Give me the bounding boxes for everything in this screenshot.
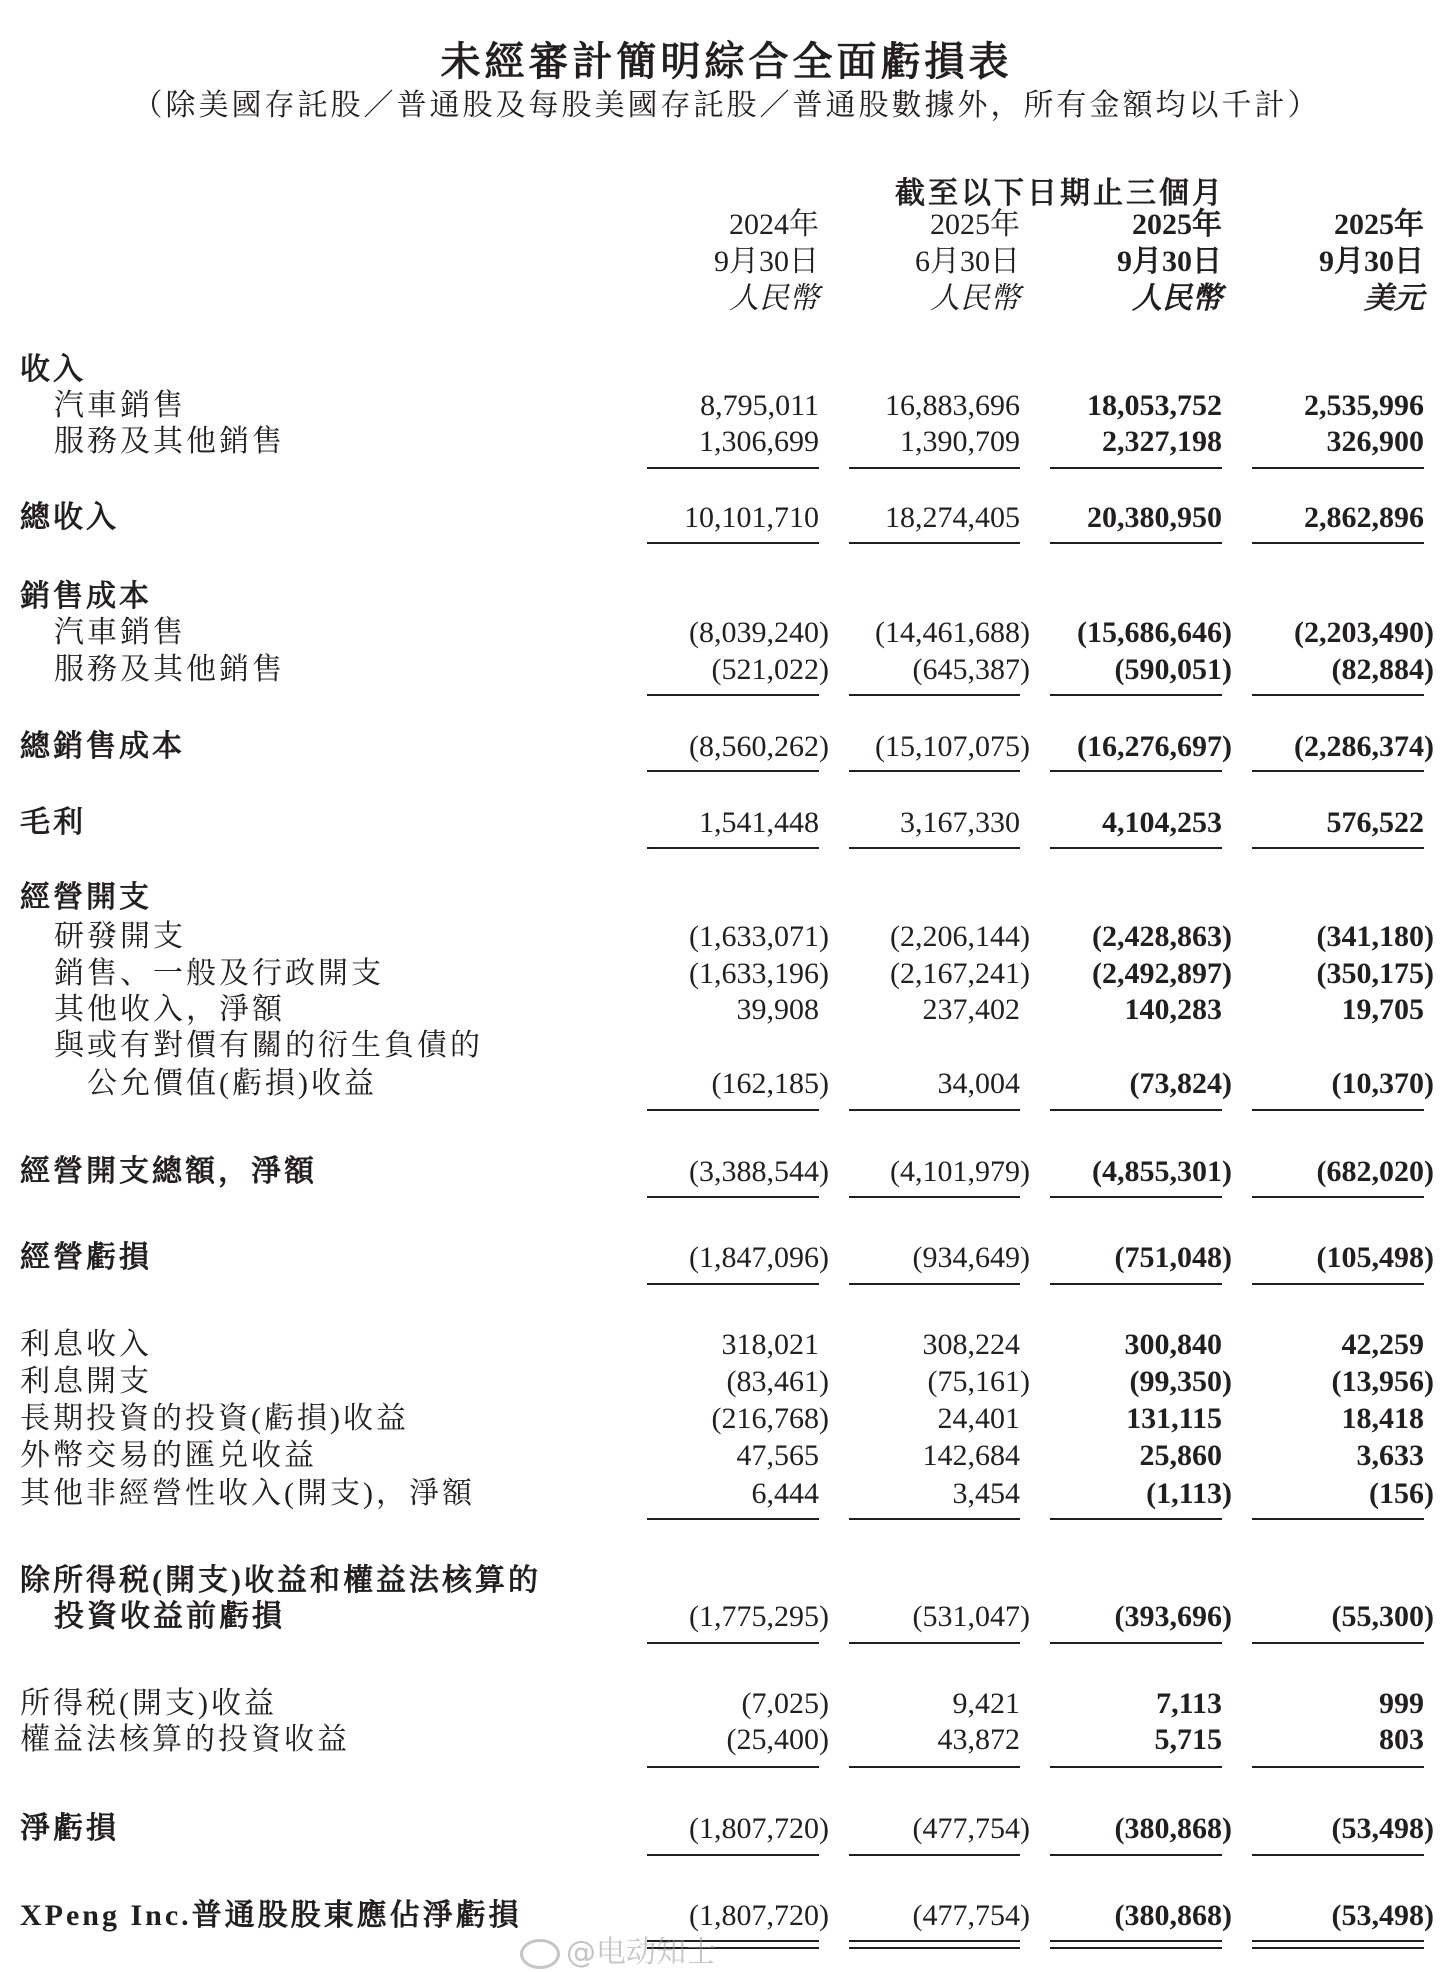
row-label: 權益法核算的投資收益 (20, 1723, 350, 1756)
underline (647, 542, 819, 544)
cell-value: 20,380,950 (1087, 501, 1222, 534)
cell-value: 25,860 (1139, 1439, 1222, 1472)
underline (1252, 847, 1424, 849)
statement-subtitle: （除美國存託股／普通股及每股美國存託股／普通股數據外，所有金額均以千計） (132, 89, 1321, 122)
underline (1252, 467, 1424, 469)
underline (647, 1766, 819, 1768)
cell-value: (8,039,240) (689, 616, 829, 649)
underline (1252, 1854, 1424, 1856)
cell-value: 2,862,896 (1304, 501, 1424, 534)
underline (1050, 1766, 1222, 1768)
row-label: 長期投資的投資(虧損)收益 (20, 1402, 409, 1435)
cell-value: 8,795,011 (700, 389, 819, 422)
table-row (0, 1475, 1453, 1512)
underline (849, 694, 1020, 696)
cell-value: (10,370) (1331, 1067, 1434, 1100)
cell-value: (341,180) (1316, 920, 1434, 953)
cell-value: (7,025) (741, 1687, 829, 1720)
table-row (0, 1027, 1453, 1064)
column-date: 9月30日 (1117, 245, 1222, 278)
cell-value: 24,401 (937, 1402, 1020, 1435)
double-underline (1050, 1947, 1222, 1949)
table-row (0, 578, 1453, 615)
cell-value: (16,276,697) (1077, 730, 1232, 763)
cell-value: 5,715 (1154, 1723, 1222, 1756)
double-underline (849, 1947, 1020, 1949)
cell-value: (477,754) (912, 1812, 1030, 1845)
cell-value: (531,047) (912, 1600, 1030, 1633)
underline (647, 770, 819, 772)
row-label: 服務及其他銷售 (54, 653, 285, 686)
underline (1252, 770, 1424, 772)
cell-value: 18,418 (1341, 1402, 1424, 1435)
underline (1050, 1854, 1222, 1856)
column-date: 9月30日 (1319, 245, 1424, 278)
underline (849, 1283, 1020, 1285)
row-label: 銷售成本 (20, 580, 152, 613)
cell-value: 308,224 (922, 1328, 1020, 1361)
table-row (0, 1897, 1453, 1934)
cell-value: (1,113) (1146, 1477, 1232, 1510)
table-row (0, 1153, 1453, 1190)
cell-value: (55,300) (1331, 1600, 1434, 1633)
cell-value: 2,535,996 (1304, 389, 1424, 422)
underline (1050, 1109, 1222, 1111)
table-row (0, 1685, 1453, 1722)
underline (1252, 1283, 1424, 1285)
statement-title: 未經審計簡明綜合全面虧損表 (440, 39, 1013, 84)
row-label: 收入 (20, 353, 86, 386)
row-label: 經營開支總額，淨額 (20, 1155, 317, 1188)
underline (849, 1766, 1020, 1768)
underline (849, 1854, 1020, 1856)
underline (647, 1196, 819, 1198)
table-row (0, 351, 1453, 388)
table-row (0, 387, 1453, 424)
underline (849, 1518, 1020, 1520)
cell-value: (4,101,979) (890, 1155, 1030, 1188)
row-label: 研發開支 (54, 920, 186, 953)
cell-value: (2,492,897) (1092, 957, 1232, 990)
cell-value: (25,400) (726, 1723, 829, 1756)
underline (1252, 1642, 1424, 1644)
cell-value: (99,350) (1129, 1365, 1232, 1398)
column-header-2 (1002, 206, 1222, 317)
cell-value: 1,306,699 (699, 425, 819, 458)
cell-value: (1,807,720) (689, 1812, 829, 1845)
underline (647, 1854, 819, 1856)
cell-value: (1,633,071) (689, 920, 829, 953)
underline (849, 1109, 1020, 1111)
table-row (0, 499, 1453, 536)
row-label: 其他非經營性收入(開支)，淨額 (20, 1477, 475, 1510)
table-row (0, 1239, 1453, 1276)
cell-value: 42,259 (1341, 1328, 1424, 1361)
table-row (0, 728, 1453, 765)
cell-value: 576,522 (1326, 806, 1424, 839)
underline (1050, 1518, 1222, 1520)
cell-value: (83,461) (726, 1365, 829, 1398)
cell-value: 140,283 (1124, 993, 1222, 1026)
cell-value: (751,048) (1114, 1241, 1232, 1274)
cell-value: 2,327,198 (1102, 425, 1222, 458)
underline (647, 467, 819, 469)
column-header-0 (599, 206, 819, 317)
cell-value: (3,388,544) (689, 1155, 829, 1188)
cell-value: 142,684 (922, 1439, 1020, 1472)
column-currency: 美元 (1364, 282, 1424, 315)
underline (647, 1518, 819, 1520)
cell-value: 34,004 (937, 1067, 1020, 1100)
table-row (0, 879, 1453, 916)
cell-value: (73,824) (1129, 1067, 1232, 1100)
underline (849, 1642, 1020, 1644)
underline (1252, 1196, 1424, 1198)
underline (1050, 467, 1222, 469)
cell-value: (156) (1369, 1477, 1434, 1510)
cell-value: (380,868) (1114, 1812, 1232, 1845)
underline (647, 1642, 819, 1644)
table-row (0, 1065, 1453, 1102)
cell-value: 10,101,710 (684, 501, 819, 534)
underline (1050, 770, 1222, 772)
cell-value: (2,206,144) (890, 920, 1030, 953)
cell-value: (380,868) (1114, 1899, 1232, 1932)
table-row (0, 1400, 1453, 1437)
underline (647, 694, 819, 696)
column-currency: 人民幣 (729, 282, 819, 315)
cell-value: (477,754) (912, 1899, 1030, 1932)
underline (849, 1196, 1020, 1198)
row-label: 淨虧損 (20, 1812, 119, 1845)
row-label: 毛利 (20, 806, 86, 839)
table-row (0, 1598, 1453, 1635)
underline (1050, 847, 1222, 849)
cell-value: 18,053,752 (1087, 389, 1222, 422)
table-row (0, 991, 1453, 1028)
row-label: 汽車銷售 (54, 616, 186, 649)
double-underline (1252, 1947, 1424, 1949)
table-row (0, 1363, 1453, 1400)
column-currency: 人民幣 (1132, 282, 1222, 315)
cell-value: 6,444 (751, 1477, 819, 1510)
cell-value: 237,402 (922, 993, 1020, 1026)
underline (1050, 694, 1222, 696)
row-label: 總收入 (20, 501, 119, 534)
cell-value: (393,696) (1114, 1600, 1232, 1633)
underline (1252, 1518, 1424, 1520)
underline (1252, 542, 1424, 544)
cell-value: 16,883,696 (885, 389, 1020, 422)
cell-value: 18,274,405 (885, 501, 1020, 534)
cell-value: (2,286,374) (1294, 730, 1434, 763)
cell-value: (590,051) (1114, 653, 1232, 686)
cell-value: (1,633,196) (689, 957, 829, 990)
column-year: 2025年 (930, 208, 1020, 241)
cell-value: (14,461,688) (875, 616, 1030, 649)
row-label: 外幣交易的匯兑收益 (20, 1439, 317, 1472)
row-label: 汽車銷售 (54, 389, 186, 422)
cell-value: (216,768) (711, 1402, 829, 1435)
table-row (0, 1437, 1453, 1474)
underline (1252, 694, 1424, 696)
column-header-1 (800, 206, 1020, 317)
cell-value: 3,454 (952, 1477, 1020, 1510)
cell-value: (521,022) (711, 653, 829, 686)
table-row (0, 955, 1453, 992)
cell-value: 19,705 (1341, 993, 1424, 1026)
double-underline (1252, 1940, 1424, 1942)
cell-value: 300,840 (1124, 1328, 1222, 1361)
column-date: 6月30日 (915, 245, 1020, 278)
row-label: 利息開支 (20, 1365, 152, 1398)
cell-value: 318,021 (721, 1328, 819, 1361)
cell-value: 43,872 (937, 1723, 1020, 1756)
cell-value: (4,855,301) (1092, 1155, 1232, 1188)
cell-value: (53,498) (1331, 1899, 1434, 1932)
cell-value: (1,775,295) (689, 1600, 829, 1633)
table-row (0, 918, 1453, 955)
underline (849, 542, 1020, 544)
column-currency: 人民幣 (930, 282, 1020, 315)
cell-value: (105,498) (1316, 1241, 1434, 1274)
underline (849, 467, 1020, 469)
cell-value: (934,649) (912, 1241, 1030, 1274)
row-label: 經營虧損 (20, 1241, 152, 1274)
watermark-text: @电动知士 (566, 1935, 716, 1970)
cell-value: 39,908 (736, 993, 819, 1026)
table-row (0, 651, 1453, 688)
cell-value: (2,167,241) (890, 957, 1030, 990)
row-label: 經營開支 (20, 881, 152, 914)
cell-value: (13,956) (1331, 1365, 1434, 1398)
cell-value: (162,185) (711, 1067, 829, 1100)
cell-value: 803 (1379, 1723, 1424, 1756)
cell-value: (645,387) (912, 653, 1030, 686)
cell-value: (75,161) (927, 1365, 1030, 1398)
row-label: 服務及其他銷售 (54, 425, 285, 458)
period-header: 截至以下日期止三個月 (895, 177, 1225, 210)
column-year: 2024年 (729, 208, 819, 241)
double-underline (1050, 1940, 1222, 1942)
row-label: 除所得税(開支)收益和權益法核算的 (20, 1564, 541, 1597)
underline (647, 1109, 819, 1111)
row-label: XPeng Inc.普通股股東應佔淨虧損 (20, 1899, 522, 1932)
underline (1050, 542, 1222, 544)
underline (1050, 1196, 1222, 1198)
row-label: 所得税(開支)收益 (20, 1687, 277, 1720)
cell-value: (53,498) (1331, 1812, 1434, 1845)
row-label: 投資收益前虧損 (54, 1600, 285, 1633)
underline (1050, 1642, 1222, 1644)
cell-value: (2,428,863) (1092, 920, 1232, 953)
underline (849, 770, 1020, 772)
cell-value: 999 (1379, 1687, 1424, 1720)
cell-value: (350,175) (1316, 957, 1434, 990)
cell-value: (682,020) (1316, 1155, 1434, 1188)
underline (849, 847, 1020, 849)
table-row (0, 804, 1453, 841)
cell-value: (1,847,096) (689, 1241, 829, 1274)
cell-value: 3,167,330 (900, 806, 1020, 839)
cell-value: 1,390,709 (900, 425, 1020, 458)
cell-value: (2,203,490) (1294, 616, 1434, 649)
row-label: 其他收入，淨額 (54, 993, 285, 1026)
table-row (0, 1721, 1453, 1758)
cell-value: 131,115 (1126, 1402, 1222, 1435)
cell-value: (8,560,262) (689, 730, 829, 763)
column-year: 2025年 (1334, 208, 1424, 241)
row-label: 銷售、一般及行政開支 (54, 957, 384, 990)
row-label: 利息收入 (20, 1328, 152, 1361)
cell-value: 1,541,448 (699, 806, 819, 839)
table-row (0, 1562, 1453, 1599)
cell-value: (1,807,720) (689, 1899, 829, 1932)
weibo-icon (520, 1939, 560, 1969)
table-row (0, 614, 1453, 651)
table-row (0, 423, 1453, 460)
underline (647, 1283, 819, 1285)
cell-value: 4,104,253 (1102, 806, 1222, 839)
watermark (520, 1935, 716, 1971)
column-header-3 (1204, 206, 1424, 317)
underline (1050, 1283, 1222, 1285)
cell-value: 326,900 (1326, 425, 1424, 458)
cell-value: 3,633 (1356, 1439, 1424, 1472)
cell-value: 9,421 (952, 1687, 1020, 1720)
cell-value: 7,113 (1156, 1687, 1222, 1720)
cell-value: (15,686,646) (1077, 616, 1232, 649)
underline (1252, 1109, 1424, 1111)
underline (1252, 1766, 1424, 1768)
row-label: 公允價值(虧損)收益 (87, 1067, 377, 1100)
column-year: 2025年 (1132, 208, 1222, 241)
cell-value: 47,565 (736, 1439, 819, 1472)
column-date: 9月30日 (714, 245, 819, 278)
cell-value: (82,884) (1331, 653, 1434, 686)
underline (647, 847, 819, 849)
table-row (0, 1326, 1453, 1363)
row-label: 總銷售成本 (20, 730, 185, 763)
row-label: 與或有對價有關的衍生負債的 (54, 1029, 483, 1062)
cell-value: (15,107,075) (875, 730, 1030, 763)
double-underline (849, 1940, 1020, 1942)
table-row (0, 1810, 1453, 1847)
